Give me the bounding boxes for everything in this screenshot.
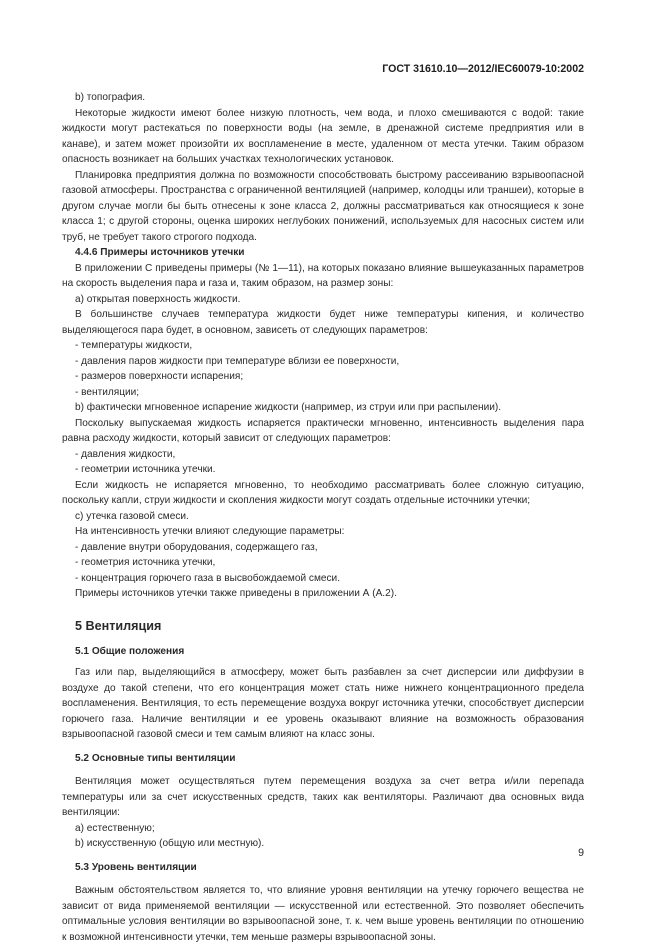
chapter-heading: 5 Вентиляция: [75, 618, 162, 633]
list-item: b) фактически мгновенное испарение жидкости (например, из струи или при распылении).: [75, 402, 502, 413]
section-heading: 5.1 Общие положения: [75, 645, 185, 657]
list-item: - размеров поверхности испарения;: [75, 371, 244, 382]
paragraph: Примеры источников утечки также приведены в приложении А (А.2).: [75, 588, 397, 599]
paragraph: Некоторые жидкости имеют более низкую плотность, чем вода, и плохо смешиваются с водой: такие жидкости могут растекаться по поверхности воды (на земле, в дренажной системе предприятия или в канаве), и затем может произойти их воспламенение в месте, удаленном от места утечки. Таким образом опасность возникает на больших участках технологических установок.: [62, 107, 584, 165]
page-number: 9: [578, 847, 584, 859]
list-item: c) утечка газовой смеси.: [75, 510, 189, 522]
paragraph: Важным обстоятельством является то, что влияние уровня вентиляции на утечку горючего вещества не зависит от вида применяемой вентиляции — искусственной или естественной. Это позволяет обеспечить оптимальные условия вентиляции во взрывоопасной зоне, т. к. чем выше уровень вентиляции по отношению к возможной интенсивности утечки, тем меньше размеры взрывоопасной зоны.: [62, 885, 584, 943]
paragraph: Вентиляция может осуществляться путем перемещения воздуха за счет ветра и/или перепада температуры или за счет искусственных средств, таких как вентиляторы. Различают два основных вида вентиляции:: [62, 776, 584, 818]
list-item: - температуры жидкости,: [75, 340, 193, 351]
paragraph: На интенсивность утечки влияют следующие параметры:: [75, 526, 345, 537]
paragraph: В большинстве случаев температура жидкости будет ниже температуры кипения, и количество выделяющегося пара будет, в основном, зависеть от следующих параметров:: [62, 309, 584, 336]
section-heading: 5.3 Уровень вентиляции: [75, 861, 197, 873]
section-heading: 4.4.6 Примеры источников утечки: [75, 247, 245, 258]
list-item: - концентрация горючего газа в высвобождаемой смеси.: [75, 572, 340, 584]
paragraph: Газ или пар, выделяющийся в атмосферу, может быть разбавлен за счет дисперсии или диффузии в воздухе до такой степени, что его концентрация может стать ниже нижнего концентрационного предела воспламенения. Вентиляция, то есть перемещение воздуха вокруг источника утечки, способствует дисперсии горючего газа. Наличие вентиляции и ее уровень оказывают влияние на возможность образования взрывоопасной газовой смеси и тем самым влияют на класс зоны.: [62, 667, 584, 740]
paragraph: Если жидкость не испаряется мгновенно, то необходимо рассматривать более сложную ситуацию, поскольку капли, струи жидкости и скопления жидкости могут создать отдельные источники утечки;: [62, 479, 584, 506]
paragraph: Планировка предприятия должна по возможности способствовать быстрому рассеиванию взрывоопасной газовой атмосферы. Пространства с ограниченной вентиляцией (например, колодцы или траншеи), которые в другом случае могли бы быть отнесены к зоне класса 2, должны рассматриваться как относящиеся к зоне класса 1; с другой стороны, оценка широких неглубоких понижений, используемых для насосных систем или труб, не требует такого строгого подхода.: [62, 169, 584, 243]
paragraph: Поскольку выпускаемая жидкость испаряется практически мгновенно, интенсивность выделения пара равна расходу жидкости, который зависит от следующих параметров:: [62, 417, 584, 444]
list-item: - давление внутри оборудования, содержащего газ,: [75, 541, 318, 553]
paragraph: В приложении С приведены примеры (№ 1—11), на которых показано влияние вышеуказанных параметров на скорость выделения пара и газа и, таким образом, на размер зоны:: [62, 262, 584, 289]
list-item: - геометрии источника утечки.: [75, 464, 216, 475]
list-item: - вентиляции;: [75, 386, 140, 398]
page-header-standard: ГОСТ 31610.10—2012/IEC60079-10:2002: [382, 63, 584, 75]
document-body: [62, 90, 584, 945]
list-item: b) искусственную (общую или местную).: [75, 838, 265, 849]
list-item: - давления жидкости,: [75, 448, 176, 460]
list-item: a) открытая поверхность жидкости.: [75, 293, 241, 305]
paragraph: b) топография.: [75, 92, 146, 103]
list-item: - давления паров жидкости при температуре вблизи ее поверхности,: [75, 355, 400, 367]
list-item: a) естественную;: [75, 822, 155, 834]
list-item: - геометрия источника утечки,: [75, 557, 216, 568]
section-heading: 5.2 Основные типы вентиляции: [75, 752, 236, 764]
